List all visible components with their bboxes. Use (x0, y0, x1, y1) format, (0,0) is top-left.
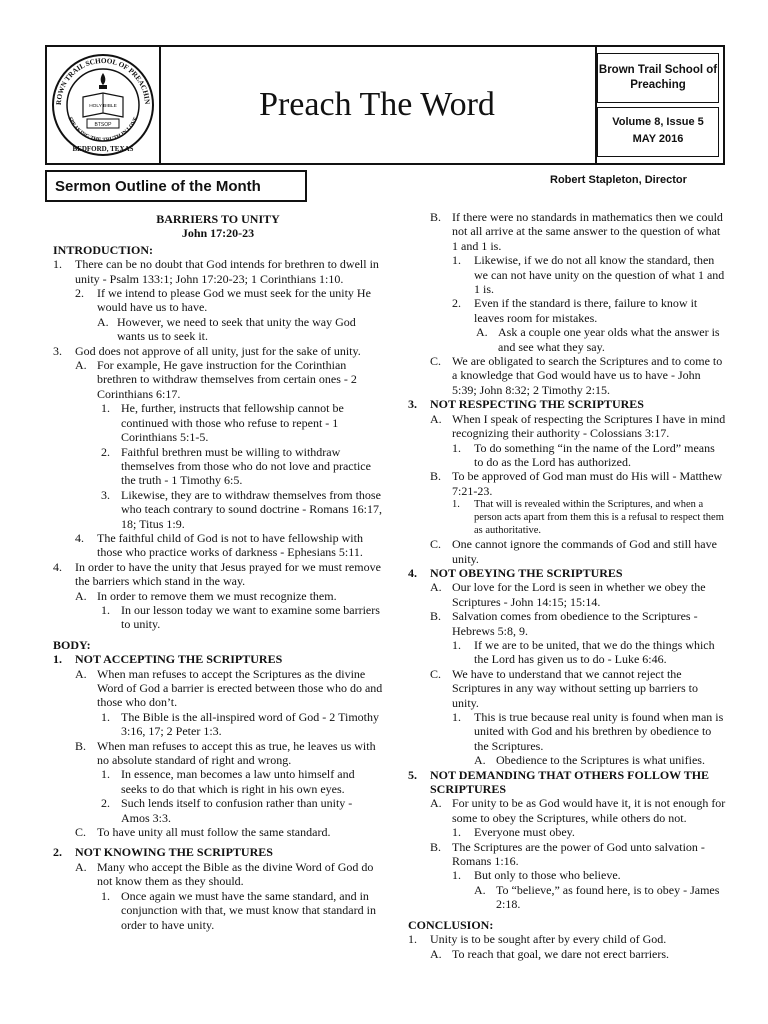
sermon-title: BARRIERS TO UNITY (156, 212, 280, 226)
list-item: A. When man refuses to accept the Scriptures as the divine Word of God a barrier is erected between those who do and those who don’t. (75, 666, 383, 710)
list-item: 2. Even if the standard is there, failure to know it leaves room for mistakes. (452, 296, 698, 325)
list-item: A. To “believe,” as found here, is to obey - James 2:18. (474, 882, 720, 912)
list-item: 3. God does not approve of all unity, just for the sake of unity. (53, 343, 361, 358)
svg-text:SPEAKING THE TRUTH IN LOVE: SPEAKING THE TRUTH IN LOVE (66, 116, 140, 144)
list-item: A. Obedience to the Scriptures is what unifies. (474, 753, 705, 768)
section-heading: 1. NOT ACCEPTING THE SCRIPTURES (53, 652, 283, 667)
list-item: 1. Once again we must have the same standard, and in conjunction with that, we must know that standard in order to have unity. (101, 888, 376, 932)
list-item: C. We have to understand that we cannot reject the Scriptures in any way without setting up barriers to unity. (430, 666, 698, 710)
list-item: A. However, we need to seek that unity the way God wants us to seek it. (97, 314, 356, 344)
volume-issue: Volume 8, Issue 5 (612, 116, 704, 128)
list-item: 1. There can be no doubt that God intends for brethren to dwell in unity - Psalm 133:1; John 17:20-23; 1 Corinthians 1:10. (53, 257, 379, 286)
right-column (408, 210, 726, 961)
list-item: B. If there were no standards in mathematics then we could not all arrive at the same answer to the question of what 1 and 1 is. (430, 210, 723, 253)
issue-date: MAY 2016 (632, 133, 684, 145)
list-item: 1. This is true because real unity is found when man is united with God and his brethren by obedience to the Scriptures. (452, 710, 724, 753)
newsletter-title: Preach The Word (259, 86, 495, 123)
school-name-box (597, 53, 719, 103)
list-item: 4. In order to have the unity that Jesus prayed for we must remove the barriers which stand in the way. (53, 559, 381, 589)
list-item: A. In order to remove them we must recognize them. (75, 588, 337, 603)
section-title-box (45, 170, 307, 202)
list-item: B. To be approved of God man must do His will - Matthew 7:21-23. (430, 469, 723, 498)
section-heading: 3. NOT RESPECTING THE SCRIPTURES (408, 397, 644, 412)
section-heading: 4. NOT OBEYING THE SCRIPTURES (408, 565, 623, 580)
intro-heading: INTRODUCTION: (53, 242, 154, 257)
list-item: A. For example, He gave instruction for the Corinthian brethren to withdraw themselves from certain ones - 2 Corinthians 6:17. (75, 358, 357, 401)
list-item: B. When man refuses to accept this as true, he leaves us with no absolute standard of right and wrong. (75, 738, 376, 768)
section-title: Sermon Outline of the Month (55, 177, 261, 195)
list-item: C. One cannot ignore the commands of God and still have unity. (430, 537, 717, 566)
issue-box (597, 107, 719, 157)
list-item: 1. In essence, man becomes a law unto himself and seeks to do that which is right in his own eyes. (101, 767, 355, 796)
left-column (53, 212, 383, 932)
svg-text:BROWN TRAIL SCHOOL OF PREACHIN: ROWN TRAIL SCHOOL OF PREACHIN (54, 56, 152, 106)
seal-emblem-icon (47, 47, 159, 163)
svg-text:BEDFORD, TEXAS: BEDFORD, TEXAS (72, 145, 134, 153)
director-name: Robert Stapleton, Director (550, 174, 687, 186)
list-item: A. Ask a couple one year olds what the answer is and see what they say. (476, 325, 720, 354)
body-heading: BODY: (53, 637, 91, 652)
svg-text:HOLY BIBLE: HOLY BIBLE (89, 104, 117, 109)
list-item: B. The Scriptures are the power of God unto salvation - Romans 1:16. (430, 839, 705, 869)
list-item: 1. If we are to be united, that we do the things which the Lord has given us to do - Luke 6:46. (452, 637, 715, 667)
list-item: 1. In our lesson today we want to examine some barriers to unity. (101, 602, 380, 632)
list-item: 1. To do something “in the name of the Lord” means to do as the Lord has authorized. (452, 440, 715, 469)
list-item: A. Our love for the Lord is seen in whether we obey the Scriptures - John 14:15; 15:14. (430, 580, 706, 609)
list-item: B. Salvation comes from obedience to the Scriptures - Hebrews 5:8, 9. (430, 609, 698, 638)
list-item: 1. But only to those who believe. (452, 868, 621, 883)
list-item: 1. Likewise, if we do not all know the standard, then we can not have unity on the question of what 1 and 1 is. (452, 253, 725, 297)
list-item: A. Many who accept the Bible as the divine Word of God do not know them as they should. (75, 859, 374, 889)
conclusion-heading: CONCLUSION: (408, 917, 494, 932)
masthead (45, 45, 725, 165)
newsletter-title-cell (159, 47, 597, 163)
list-item: C. We are obligated to search the Scriptures and to come to a knowledge that God would have us to have - John 5:39; John 8:32; 2 Timothy 2:15. (430, 354, 723, 397)
list-item: 1. That will is revealed within the Scriptures, and when a person acts apart from them this is a refusal to respect them as authoritative. (452, 499, 724, 537)
school-name: Brown Trail School of Preaching (598, 64, 718, 91)
list-item: 4. The faithful child of God is not to have fellowship with those who practice works of darkness - Ephesians 5:11. (75, 530, 363, 560)
list-item: 1. Unity is to be sought after by every child of God. (408, 932, 667, 947)
list-item: 2. Such lends itself to confusion rather than unity - Amos 3:3. (101, 796, 353, 825)
list-item: A. For unity to be as God would have it, it is not enough for some to obey the Scriptures, while others do not. (430, 796, 726, 825)
list-item: 1. Everyone must obey. (452, 825, 575, 840)
list-item: 1. The Bible is the all-inspired word of God - 2 Timothy 3:16, 17; 2 Peter 1:3. (101, 709, 379, 739)
section-heading: 2. NOT KNOWING THE SCRIPTURES (53, 845, 273, 860)
list-item: A. When I speak of respecting the Scriptures I have in mind recognizing their authority - Colossians 3:17. (430, 411, 726, 441)
svg-text:BTSOP: BTSOP (94, 122, 112, 128)
list-item: 2. Faithful brethren must be willing to withdraw themselves from those who do not love and practice the truth - 1 Timothy 6:5. (101, 444, 371, 488)
list-item: A. To reach that goal, we dare not erect barriers. (430, 946, 670, 961)
list-item: 3. Likewise, they are to withdraw themselves from those who teach contrary to sound doctrine - Romans 16:17, 18; Titus 1:9. (101, 487, 382, 531)
section-heading: 5. NOT DEMANDING THAT OTHERS FOLLOW THE SCRIPTURES (408, 767, 710, 797)
list-item: 2. If we intend to please God we must seek for the unity He would have us to have. (75, 286, 371, 315)
list-item: 1. He, further, instructs that fellowship cannot be continued with those who refuse to repent - 1 Corinthians 5:1-5. (101, 401, 344, 445)
school-seal (47, 47, 161, 163)
sermon-scripture: John 17:20-23 (181, 226, 255, 241)
list-item: C. To have unity all must follow the same standard. (75, 825, 331, 840)
